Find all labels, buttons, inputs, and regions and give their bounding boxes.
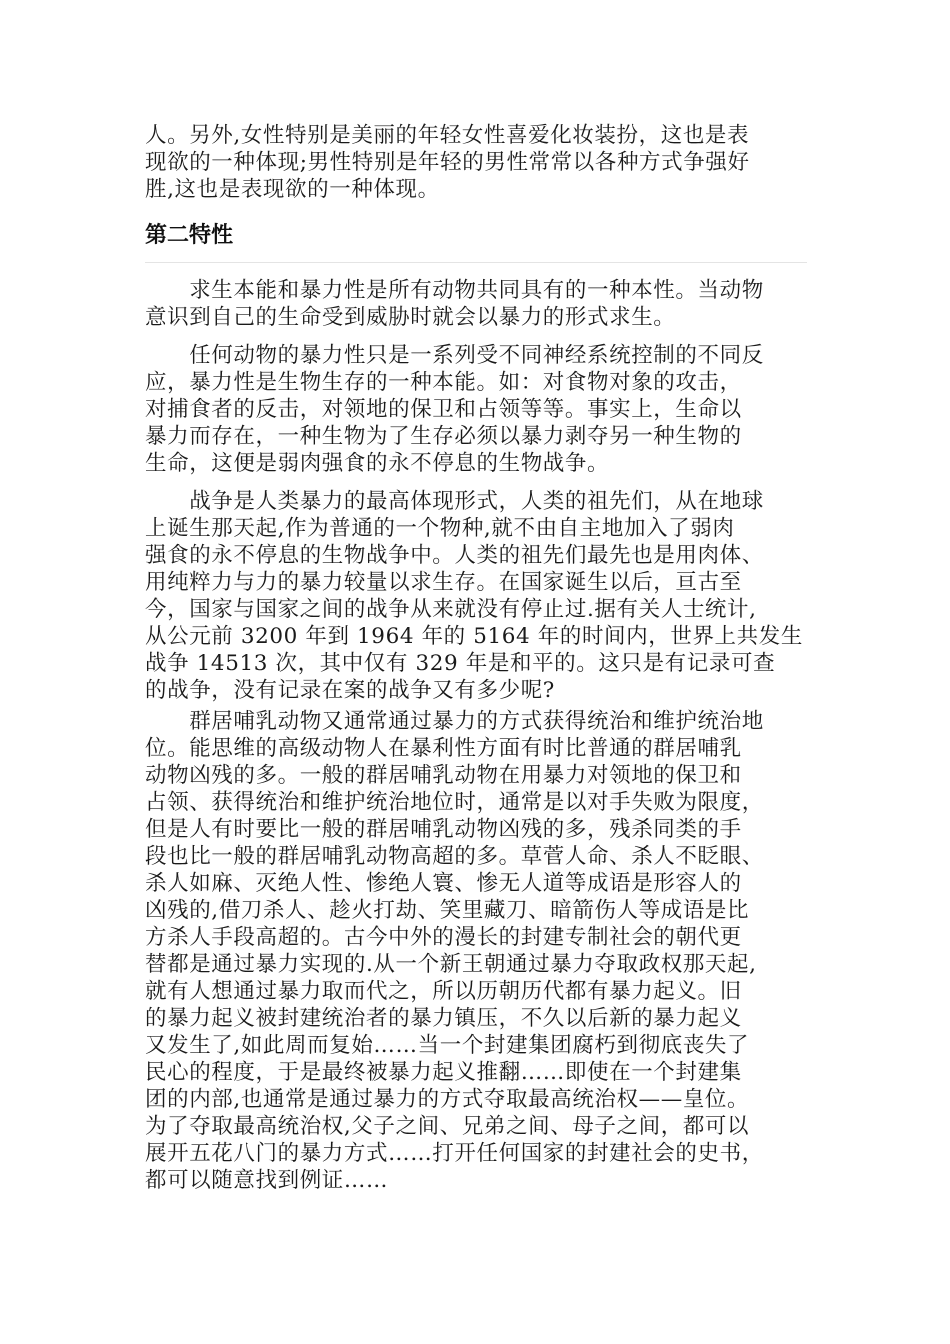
paragraph-war [145,488,810,704]
text-line: 上诞生那天起,作为普通的一个物种,就不由自主地加入了弱肉 [145,516,735,541]
text-line: 的暴力起义被封建统治者的暴力镇压，不久以后新的暴力起义 [145,1006,742,1031]
text-line: 群居哺乳动物又通常通过暴力的方式获得统治和维护统治地 [145,709,764,734]
text-line: 生命，这便是弱肉强食的永不停息的生物战争。 [145,451,610,476]
text-line: 展开五花八门的暴力方式……打开任何国家的封建社会的史书， [145,1141,764,1166]
text-line: 就有人想通过暴力取而代之，所以历朝历代都有暴力起义。旧 [145,979,742,1004]
paragraph-animal-violence [145,342,810,477]
text-line: 暴力而存在，一种生物为了生存必须以暴力剥夺另一种生物的 [145,424,742,449]
text-line: 方杀人手段高超的。古今中外的漫长的封建专制社会的朝代更 [145,925,742,950]
text-line: 对捕食者的反击，对领地的保卫和占领等等。事实上，生命以 [145,397,742,422]
heading-divider [145,262,807,263]
text-line: 的战争，没有记录在案的战争又有多少呢? [145,678,555,703]
text-line: 民心的程度，于是最终被暴力起义推翻……即使在一个封建集 [145,1060,742,1085]
text-line: 应，暴力性是生物生存的一种本能。如：对食物对象的攻击， [145,370,742,395]
text-line: 但是人有时要比一般的群居哺乳动物凶残的多，残杀同类的手 [145,817,742,842]
paragraph-survival-instinct [145,277,810,331]
text-line: 又发生了,如此周而复始……当一个封建集团腐朽到彻底丧失了 [145,1033,750,1058]
text-line: 杀人如麻、灭绝人性、惨绝人寰、惨无人道等成语是形容人的 [145,871,742,896]
text-line: 今，国家与国家之间的战争从来就没有停止过.据有关人士统计, [145,597,757,622]
section-heading: 第二特性 [145,223,234,248]
text-line: 求生本能和暴力性是所有动物共同具有的一种本性。当动物 [145,278,764,303]
text-line: 都可以随意找到例证…… [145,1168,389,1193]
text-line: 动物凶残的多。一般的群居哺乳动物在用暴力对领地的保卫和 [145,763,742,788]
text-line: 用纯粹力与力的暴力较量以求生存。在国家诞生以后，亘古至 [145,570,742,595]
paragraph-social-mammals [145,708,810,1194]
text-line: 位。能思维的高级动物人在暴利性方面有时比普通的群居哺乳 [145,736,742,761]
text-line: 段也比一般的群居哺乳动物高超的多。草菅人命、杀人不眨眼、 [145,844,764,869]
text-line: 占领、获得统治和维护统治地位时，通常是以对手失败为限度， [145,790,764,815]
text-line: 从公元前 3200 年到 1964 年的 5164 年的时间内，世界上共发生 [145,624,803,649]
text-line: 强食的永不停息的生物战争中。人类的祖先们最先也是用肉体、 [145,543,764,568]
text-line: 现欲的一种体现;男性特别是年轻的男性常常以各种方式争强好 [145,150,750,175]
text-line: 意识到自己的生命受到威胁时就会以暴力的形式求生。 [145,305,676,330]
text-line: 替都是通过暴力实现的.从一个新王朝通过暴力夺取政权那天起, [145,952,757,977]
text-line: 战争是人类暴力的最高体现形式，人类的祖先们，从在地球 [145,489,764,514]
text-line: 为了夺取最高统治权,父子之间、兄弟之间、母子之间，都可以 [145,1114,750,1139]
text-line: 凶残的,借刀杀人、趁火打劫、笑里藏刀、暗箭伤人等成语是比 [145,898,750,923]
intro-paragraph [145,122,810,203]
text-line: 任何动物的暴力性只是一系列受不同神经系统控制的不同反 [145,343,764,368]
text-line: 团的内部,也通常是通过暴力的方式夺取最高统治权——皇位。 [145,1087,750,1112]
text-line: 人。另外,女性特别是美丽的年轻女性喜爱化妆装扮，这也是表 [145,123,750,148]
text-line: 战争 14513 次，其中仅有 329 年是和平的。这只是有记录可查 [145,651,776,676]
text-line: 胜,这也是表现欲的一种体现。 [145,177,440,202]
